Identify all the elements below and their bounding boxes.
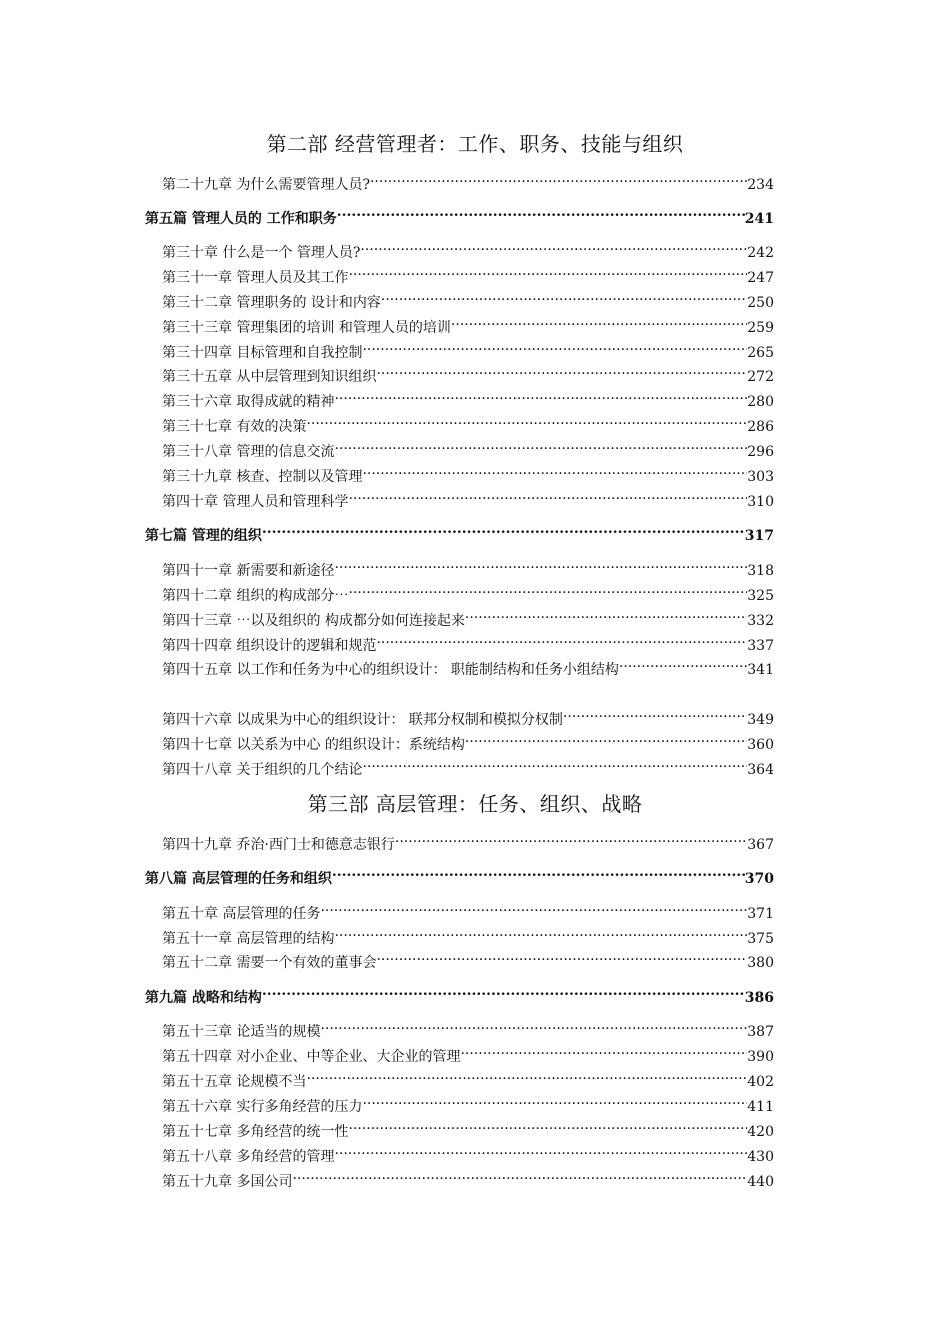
page-number: 411 bbox=[747, 1099, 774, 1115]
entry-title: 第五十九章 多国公司 bbox=[162, 1174, 293, 1190]
part-heading: 第二部 经营管理者：工作、职务、技能与组织 bbox=[266, 132, 684, 156]
page-number: 325 bbox=[747, 588, 774, 604]
dot-leader bbox=[465, 603, 747, 625]
page-number: 280 bbox=[747, 394, 774, 410]
page-number: 247 bbox=[747, 270, 774, 286]
dot-leader bbox=[362, 752, 747, 774]
entry-title: 第三十三章 管理集团的培训 和管理人员的培训 bbox=[162, 320, 451, 336]
toc-entry[interactable] bbox=[162, 1164, 774, 1190]
dot-leader bbox=[262, 980, 745, 1002]
dot-leader bbox=[332, 861, 745, 883]
entry-title: 第四十三章 ⋯以及组织的 构成都分如何连接起来 bbox=[162, 613, 465, 629]
toc-entry[interactable] bbox=[162, 702, 774, 728]
dot-leader bbox=[376, 945, 747, 967]
entry-title: 第三十章 什么是一个 管理人员? bbox=[162, 245, 361, 261]
dot-leader bbox=[465, 727, 747, 749]
dot-leader bbox=[619, 652, 747, 674]
toc-entry[interactable] bbox=[162, 235, 774, 261]
toc-entry[interactable] bbox=[162, 359, 774, 385]
entry-title: 第二十九章 为什么需要管理人员? bbox=[162, 177, 370, 193]
dot-leader bbox=[306, 409, 747, 431]
dot-leader bbox=[306, 1064, 747, 1086]
dot-leader bbox=[334, 434, 747, 456]
entry-title: 第五十六章 实行多角经营的压力 bbox=[162, 1099, 363, 1115]
section-title: 第八篇 高层管理的任务和组织 bbox=[145, 871, 332, 887]
entry-title: 第三十六章 取得成就的精神 bbox=[162, 394, 335, 410]
entry-title: 第五十三章 论适当的规模 bbox=[162, 1024, 321, 1040]
page-number: 375 bbox=[747, 931, 774, 947]
entry-title: 第四十九章 乔治·西门士和德意志银行 bbox=[162, 837, 395, 853]
toc-section-entry[interactable] bbox=[145, 518, 774, 544]
toc-entry[interactable] bbox=[162, 1014, 774, 1040]
page-number: 349 bbox=[747, 712, 774, 728]
entry-title: 第四十五章 以工作和任务为中心的组织设计： 职能制结构和任务小组结构 bbox=[162, 662, 619, 678]
entry-title: 第四十七章 以关系为中心 的组织设计：系统结构 bbox=[162, 737, 465, 753]
dot-leader bbox=[451, 310, 747, 332]
entry-title: 第五十四章 对小企业、中等企业、大企业的管理 bbox=[162, 1049, 461, 1065]
page-number: 386 bbox=[744, 990, 774, 1006]
toc-entry[interactable] bbox=[162, 1039, 774, 1065]
entry-title: 第四十章 管理人员和管理科学 bbox=[162, 494, 349, 510]
toc-entry[interactable] bbox=[162, 727, 774, 753]
page-number: 242 bbox=[747, 245, 774, 261]
toc-entry[interactable] bbox=[162, 484, 774, 510]
toc-section-entry[interactable] bbox=[145, 861, 774, 887]
page-number: 402 bbox=[747, 1074, 774, 1090]
toc-entry[interactable] bbox=[162, 1114, 774, 1140]
toc-entry[interactable] bbox=[162, 921, 774, 947]
page-number: 430 bbox=[747, 1149, 774, 1165]
dot-leader bbox=[362, 1089, 747, 1111]
page-number: 341 bbox=[747, 662, 774, 678]
page-number: 250 bbox=[747, 295, 774, 311]
page-number: 303 bbox=[747, 469, 774, 485]
page-number: 440 bbox=[747, 1174, 774, 1190]
dot-leader bbox=[376, 628, 747, 650]
page-number: 234 bbox=[747, 177, 774, 193]
page-number: 370 bbox=[744, 871, 774, 887]
dot-leader bbox=[348, 260, 747, 282]
entry-title: 第五十五章 论规模不当 bbox=[162, 1074, 307, 1090]
page-number: 360 bbox=[747, 737, 774, 753]
dot-leader bbox=[320, 1014, 747, 1036]
entry-title: 第四十六章 以成果为中心的组织设计： 联邦分权制和模拟分权制 bbox=[162, 712, 563, 728]
dot-leader bbox=[362, 459, 747, 481]
entry-title: 第五十一章 高层管理的结构 bbox=[162, 931, 335, 947]
page-number: 420 bbox=[747, 1124, 774, 1140]
dot-leader bbox=[292, 1164, 747, 1186]
toc-entry[interactable] bbox=[162, 652, 774, 678]
entry-title: 第四十八章 关于组织的几个结论 bbox=[162, 762, 363, 778]
dot-leader bbox=[563, 702, 747, 724]
part-heading: 第三部 高层管理：任务、组织、战略 bbox=[307, 792, 643, 816]
dot-leader bbox=[460, 1039, 747, 1061]
dot-leader bbox=[334, 1139, 747, 1161]
dot-leader bbox=[262, 518, 745, 540]
toc-entry[interactable] bbox=[162, 1139, 774, 1165]
toc-entry[interactable] bbox=[162, 603, 774, 629]
entry-title: 第三十五章 从中层管理到知识组织 bbox=[162, 369, 377, 385]
toc-entry[interactable] bbox=[162, 1064, 774, 1090]
toc-entry[interactable] bbox=[162, 310, 774, 336]
page-number: 371 bbox=[747, 906, 774, 922]
section-title: 第九篇 战略和结构 bbox=[145, 990, 262, 1006]
dot-leader bbox=[360, 235, 747, 257]
dot-leader bbox=[376, 359, 747, 381]
page-number: 296 bbox=[747, 444, 774, 460]
dot-leader bbox=[337, 201, 745, 223]
entry-title: 第三十八章 管理的信息交流 bbox=[162, 444, 335, 460]
entry-title: 第四十四章 组织设计的逻辑和规范 bbox=[162, 638, 377, 654]
page-number: 241 bbox=[744, 211, 774, 227]
dot-leader bbox=[381, 285, 747, 307]
entry-title: 第五十八章 多角经营的管理 bbox=[162, 1149, 335, 1165]
dot-leader bbox=[348, 484, 747, 506]
entry-title: 第四十二章 组织的构成部分⋯ bbox=[162, 588, 349, 604]
page-number: 317 bbox=[744, 528, 774, 544]
entry-title: 第五十二章 需要一个有效的董事会 bbox=[162, 955, 377, 971]
entry-title: 第四十一章 新需要和新途径 bbox=[162, 563, 335, 579]
section-title: 第五篇 管理人员的 工作和职务 bbox=[145, 211, 337, 227]
entry-title: 第三十四章 目标管理和自我控制 bbox=[162, 345, 363, 361]
toc-entry[interactable] bbox=[162, 167, 774, 193]
dot-leader bbox=[370, 167, 747, 189]
page-number: 364 bbox=[747, 762, 774, 778]
toc-section-entry[interactable] bbox=[145, 980, 774, 1006]
page-number: 332 bbox=[747, 613, 774, 629]
page-number: 337 bbox=[747, 638, 774, 654]
toc-entry[interactable] bbox=[162, 896, 774, 922]
page-number: 286 bbox=[747, 419, 774, 435]
page-number: 380 bbox=[747, 955, 774, 971]
entry-title: 第五十章 高层管理的任务 bbox=[162, 906, 321, 922]
dot-leader bbox=[362, 335, 747, 357]
toc-entry[interactable] bbox=[162, 553, 774, 579]
toc-entry[interactable] bbox=[162, 285, 774, 311]
dot-leader bbox=[320, 896, 747, 918]
toc-entry[interactable] bbox=[162, 827, 774, 853]
toc-entry[interactable] bbox=[162, 409, 774, 435]
toc-entry[interactable] bbox=[162, 335, 774, 361]
entry-title: 第五十七章 多角经营的统一性 bbox=[162, 1124, 349, 1140]
entry-title: 第三十七章 有效的决策 bbox=[162, 419, 307, 435]
toc-entry[interactable] bbox=[162, 752, 774, 778]
page-number: 310 bbox=[747, 494, 774, 510]
page-number: 390 bbox=[747, 1049, 774, 1065]
dot-leader bbox=[348, 1114, 747, 1136]
toc-entry[interactable] bbox=[162, 945, 774, 971]
toc-entry[interactable] bbox=[162, 1089, 774, 1115]
entry-title: 第三十一章 管理人员及其工作 bbox=[162, 270, 349, 286]
section-title: 第七篇 管理的组织 bbox=[145, 528, 262, 544]
dot-leader bbox=[395, 827, 747, 849]
dot-leader bbox=[334, 921, 747, 943]
page-number: 259 bbox=[747, 320, 774, 336]
page-number: 367 bbox=[747, 837, 774, 853]
page-number: 318 bbox=[747, 563, 774, 579]
toc-entry[interactable] bbox=[162, 628, 774, 654]
toc-entry[interactable] bbox=[162, 384, 774, 410]
entry-title: 第三十二章 管理职务的 设计和内容 bbox=[162, 295, 381, 311]
toc-entry[interactable] bbox=[162, 578, 774, 604]
toc-entry[interactable] bbox=[162, 260, 774, 286]
toc-entry[interactable] bbox=[162, 459, 774, 485]
page-number: 272 bbox=[747, 369, 774, 385]
entry-title: 第三十九章 核查、控制以及管理 bbox=[162, 469, 363, 485]
page-number: 265 bbox=[747, 345, 774, 361]
toc-entry[interactable] bbox=[162, 434, 774, 460]
dot-leader bbox=[334, 384, 747, 406]
toc-section-entry[interactable] bbox=[145, 201, 774, 227]
page-number: 387 bbox=[747, 1024, 774, 1040]
dot-leader bbox=[334, 553, 747, 575]
dot-leader bbox=[348, 578, 747, 600]
